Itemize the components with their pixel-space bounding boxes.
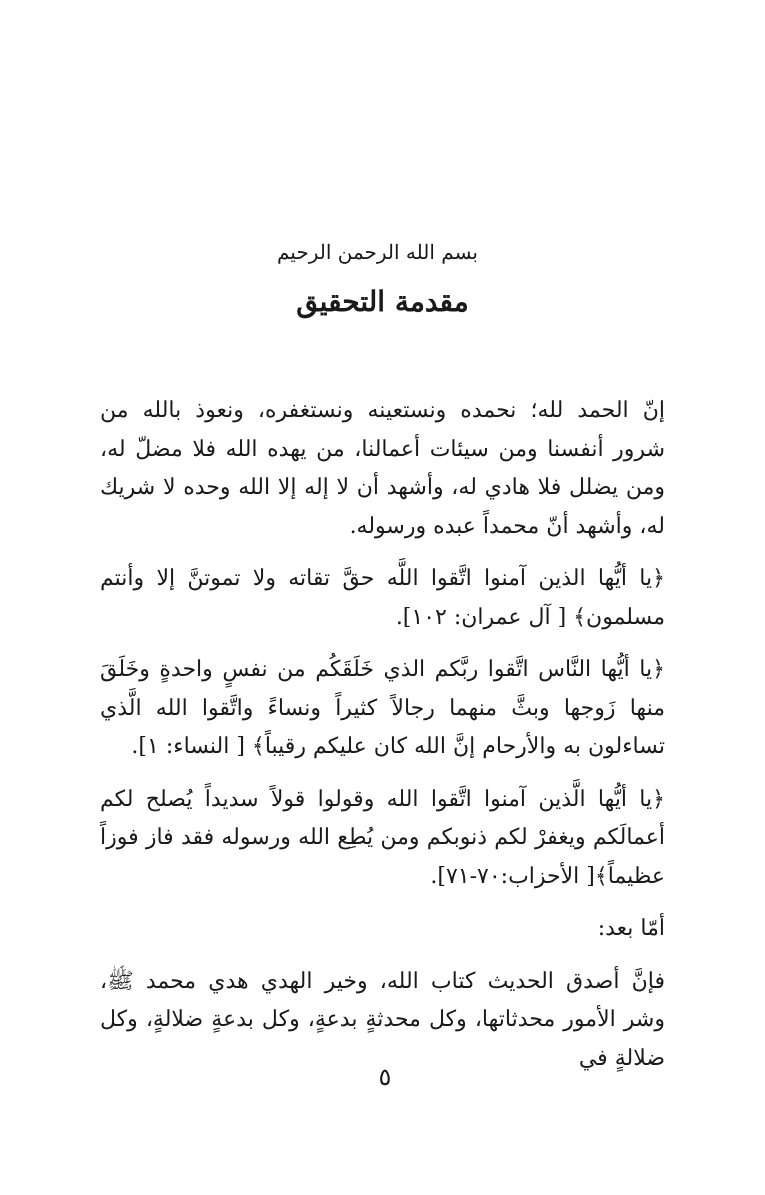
paragraph-amma-bad: أمّا بعد:: [597, 916, 665, 941]
paragraph-opening: إنّ الحمد لله؛ نحمده ونستعينه ونستغفره، ونعوذ بالله من شرور أنفسنا ومن سيئات أعمالنا، من يهده الله فلا مضلّ له، ومن يضلل فلا هادي له، وأشهد أن لا إله إلا الله وحده لا شريك له، وأشهد أنّ محمداً عبده ورسوله.: [100, 398, 665, 539]
paragraph-quran-ahzab: ﴿يا أيُّها الَّذين آمنوا اتَّقوا الله وقولوا قولاً سديداً يُصلح لكم أعمالَكم ويغفرْ لكم ذنوبكم ومن يُطِع الله ورسوله فقد فاز فوزاً عظيماً﴾[ الأحزاب:٧٠-٧١].: [100, 786, 665, 889]
basmala-heading: بسم الله الرحمن الرحيم: [276, 240, 478, 264]
page-number: ٥: [378, 1063, 392, 1091]
page-title: مقدمة التحقيق: [296, 285, 469, 318]
paragraph-quran-nisa: ﴿يا أيُّها النَّاس اتَّقوا ربَّكم الذي خَلَقَكُم من نفسٍ واحدةٍ وخَلَقَ منها زَوجها وبثَّ منهما رجالاً كثيراً ونساءً واتَّقوا الله الَّذي تساءلون به والأرحام إنَّ الله كان عليكم رقيباً﴾ [ النساء: ١].: [100, 657, 665, 759]
paragraph-hadith: فإنَّ أصدق الحديث كتاب الله، وخير الهدي هدي محمد ﷺ، وشر الأمور محدثاتها، وكل محدثةٍ بدعةٍ، وكل بدعةٍ ضلالةٍ، وكل ضلالةٍ في: [100, 968, 665, 1071]
body-text: [100, 392, 665, 1078]
paragraph-quran-al-imran: ﴿يا أيُّها الذين آمنوا اتَّقوا اللَّه حقَّ تقاته ولا تموتنَّ إلا وأنتم مسلمون﴾ [ آل عمران: ١٠٢].: [100, 566, 665, 630]
